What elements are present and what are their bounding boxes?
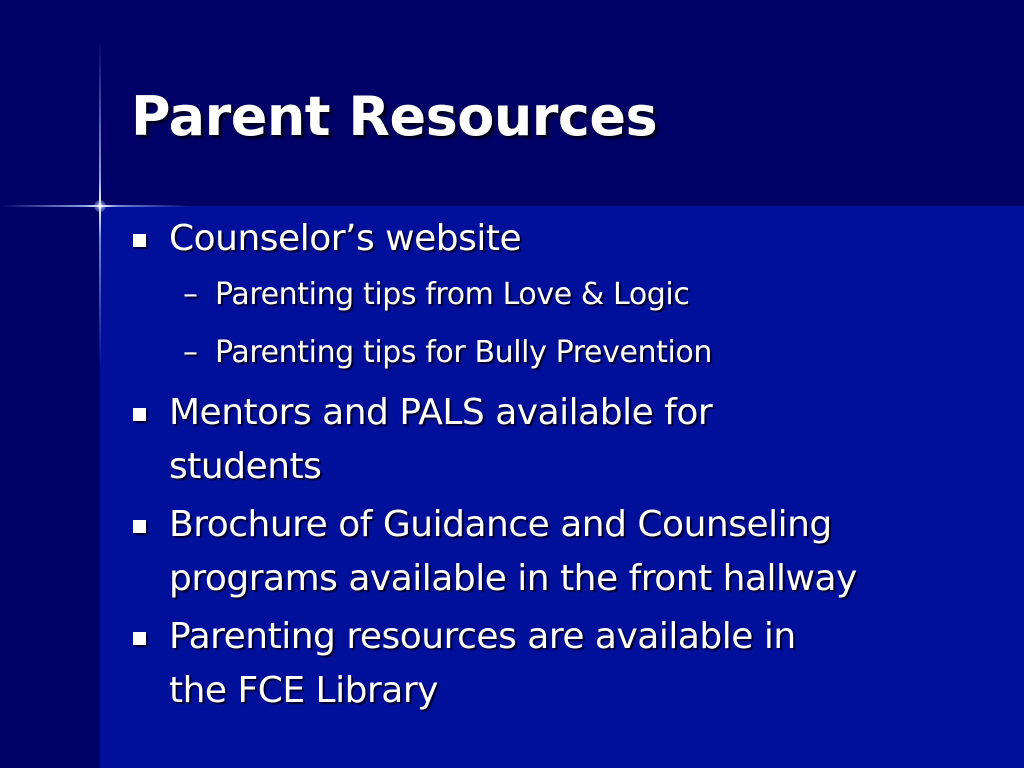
sub-item-text: Parenting tips from Love & Logic: [215, 277, 690, 312]
bullet-text-line: the FCE Library: [169, 670, 438, 711]
square-bullet-icon: [133, 234, 146, 247]
dash-marker: –: [183, 335, 198, 370]
bullet-item-mentors-pals: [131, 386, 1011, 494]
left-band: [0, 0, 100, 768]
bullet-text-line: Parenting resources are available in: [169, 616, 796, 657]
sub-item-love-logic: [131, 266, 1011, 324]
square-bullet-icon: [133, 408, 146, 421]
square-bullet-icon: [133, 632, 146, 645]
sub-item-bully-prevention: [131, 324, 1011, 382]
bullet-item-counselor-website: [131, 212, 1011, 266]
dash-marker: –: [183, 277, 198, 312]
slide-title: Parent Resources: [131, 85, 658, 148]
square-bullet-icon: [133, 520, 146, 533]
bullet-item-brochure: [131, 498, 1011, 606]
sub-item-text: Parenting tips for Bully Prevention: [215, 335, 712, 370]
star-flare-icon: [94, 200, 106, 212]
bullet-text: Counselor’s website: [169, 218, 522, 259]
bullet-text-line: Brochure of Guidance and Counseling: [169, 504, 832, 545]
bullet-text-line: Mentors and PALS available for: [169, 392, 713, 433]
bullet-text-line: programs available in the front hallway: [169, 558, 857, 599]
bullet-item-parenting-resources: [131, 610, 1011, 718]
bullet-list: [131, 212, 1011, 718]
bullet-text-line: students: [169, 446, 322, 487]
